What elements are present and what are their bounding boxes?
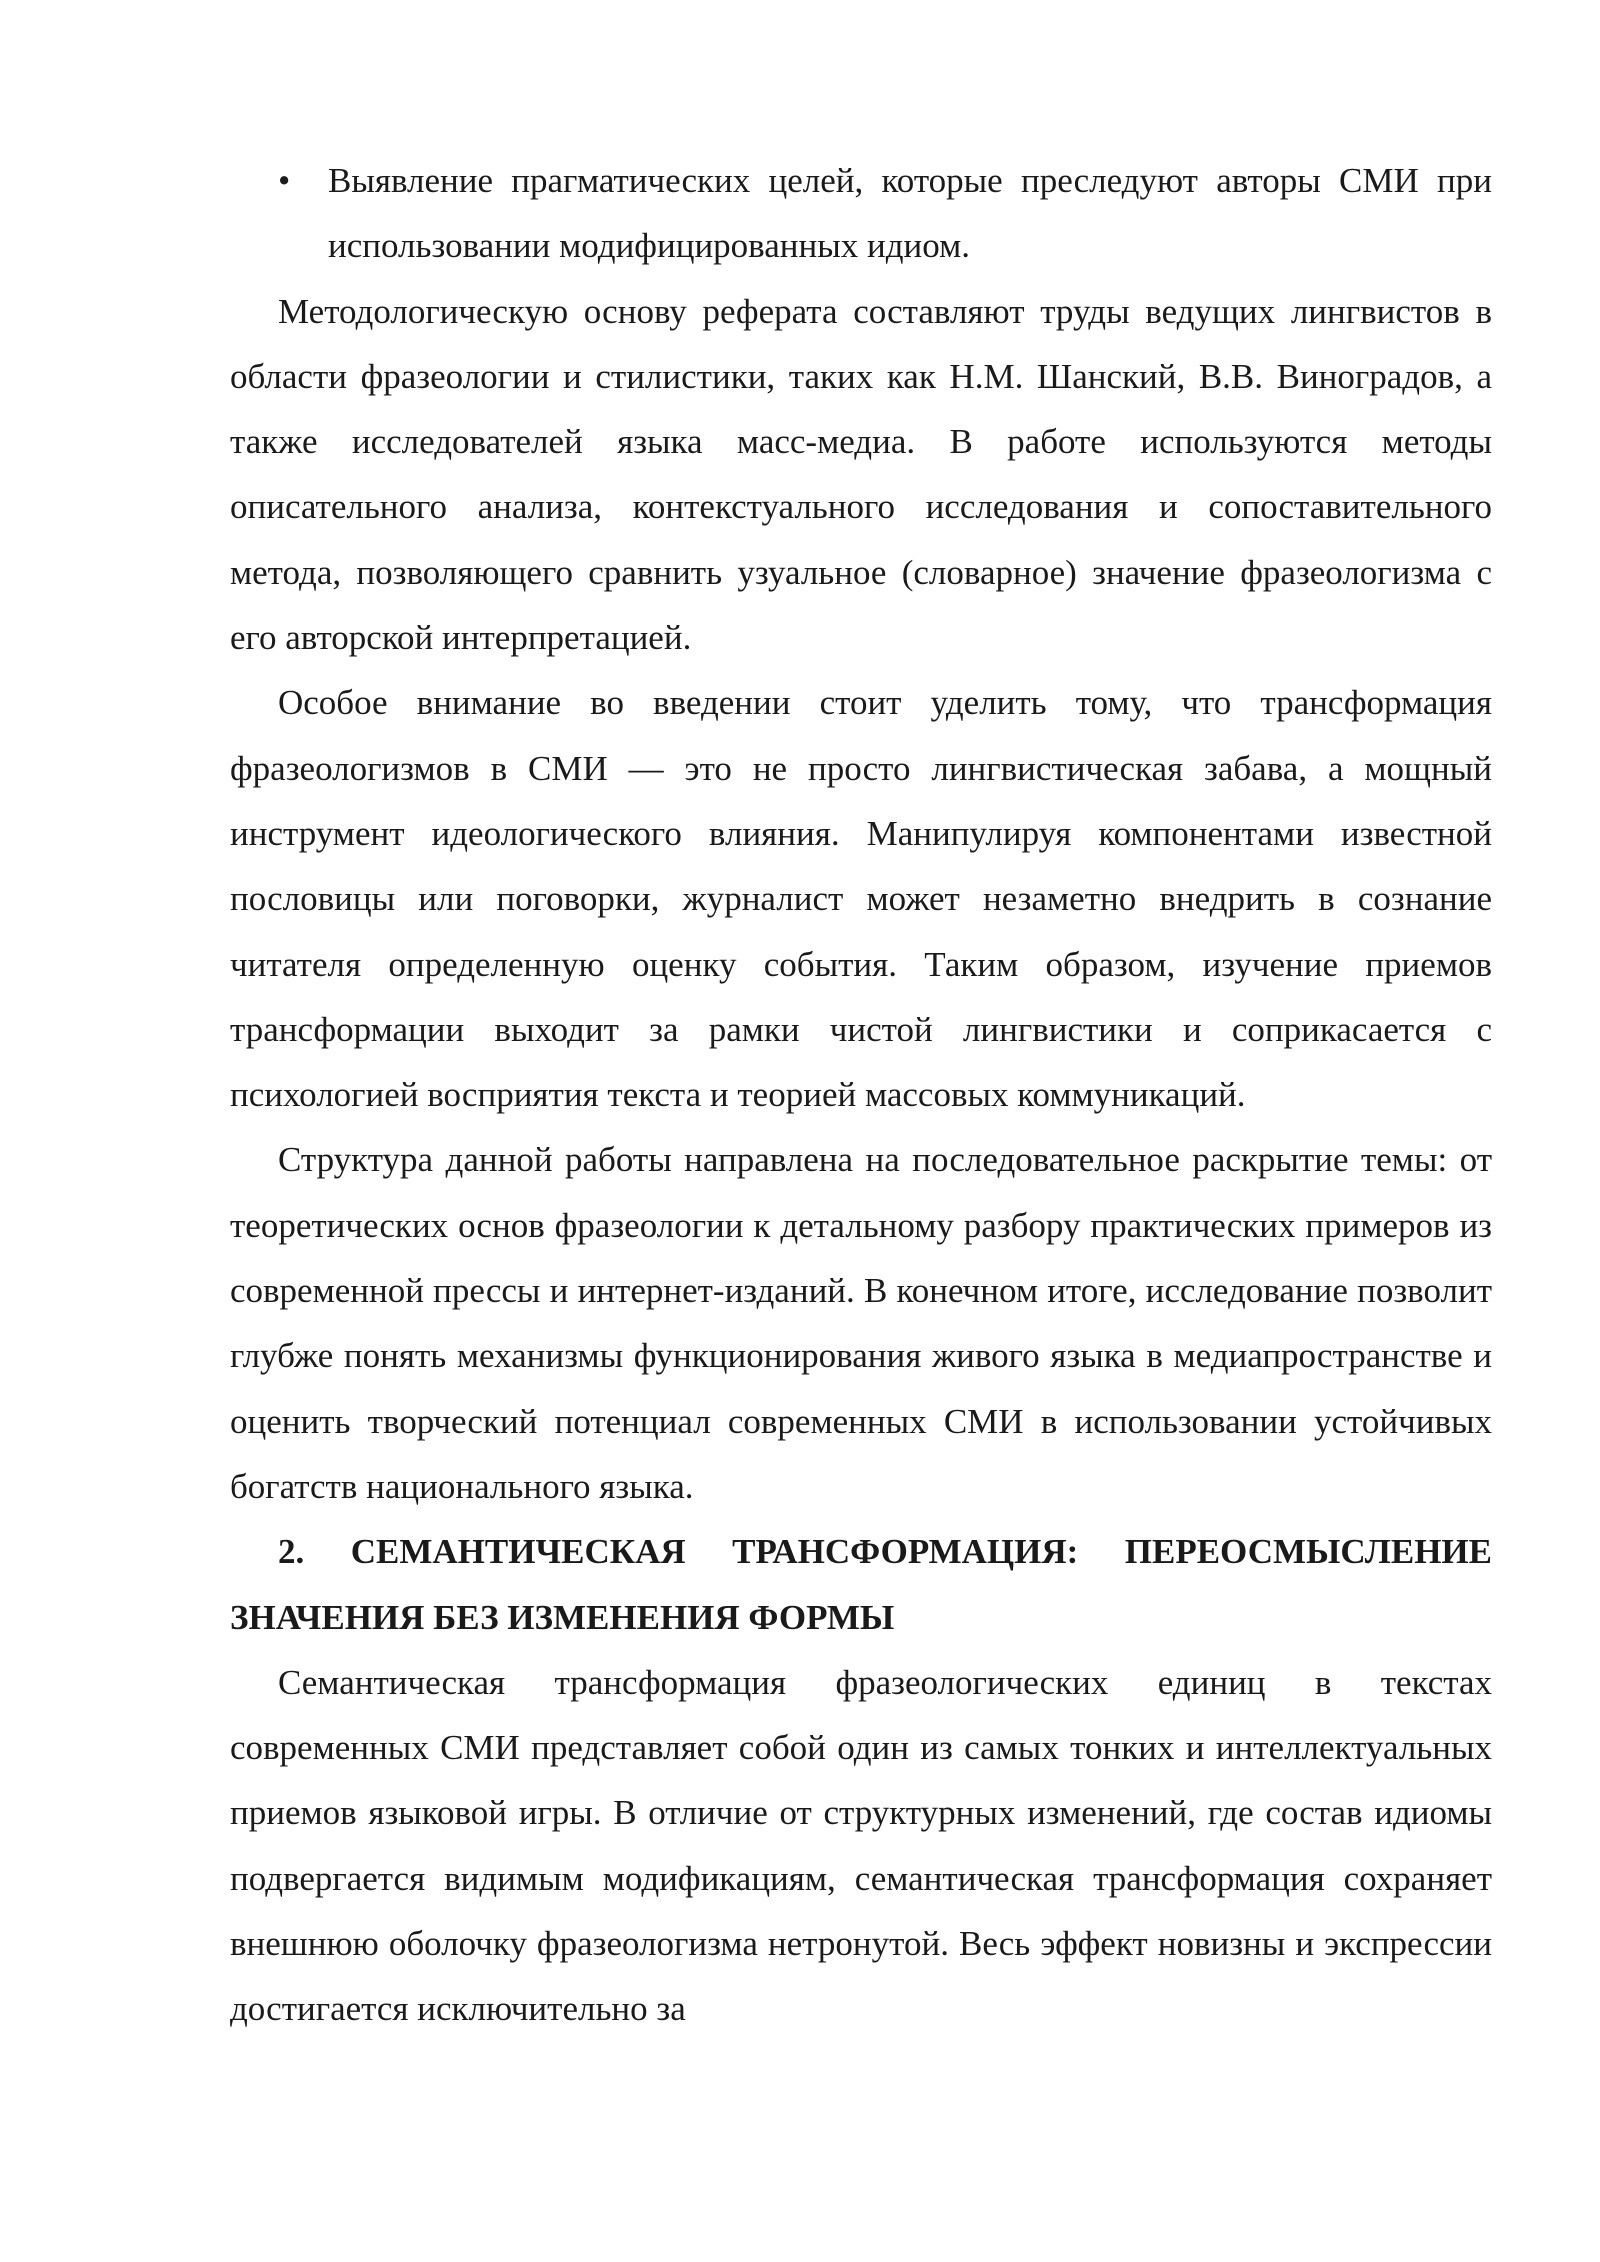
paragraph-methodology: Методологическую основу реферата составляют труды ведущих лингвистов в области фразеологии и стилистики, таких как Н.М. Шанский, В.В. Виноградов, а также исследователей языка масс-медиа. В работе используются методы описательного анализа, контекстуального исследования и сопоставительного метода, позволяющего сравнить узуальное (словарное) значение фразеологизма с его авторской интерпретацией. xyxy=(230,291,1492,658)
paragraph-structure: Структура данной работы направлена на последовательное раскрытие темы: от теоретических основ фразеологии к детальному разбору практических примеров из современной прессы и интернет-изданий. В конечном итоге, исследование позволит глубже понять механизмы функционирования живого языка в медиапространстве и оценить творческий потенциал современных СМИ в использовании устойчивых богатств национального языка. xyxy=(230,1140,1492,1506)
paragraph-attention: Особое внимание во введении стоит уделить тому, что трансформация фразеологизмов в СМИ — это не просто лингвистическая забава, а мощный инструмент идеологического влияния. Манипулируя компонентами известной пословицы или поговорки, журналист может незаметно внедрить в сознание читателя определенную оценку события. Таким образом, изучение приемов трансформации выходит за рамки чистой лингвистики и соприкасается с психологией восприятия текста и теорией массовых коммуникаций. xyxy=(230,683,1492,1115)
page-content xyxy=(230,148,1492,2042)
bullet-list-item xyxy=(230,148,1492,279)
paragraph-semantic-transformation: Семантическая трансформация фразеологических единиц в текстах современных СМИ представляет собой один из самых тонких и интеллектуальных приемов языковой игры. В отличие от структурных изменений, где состав идиомы подвергается видимым модификациям, семантическая трансформация сохраняет внешнюю оболочку фразеологизма нетронутой. Весь эффект новизны и экспрессии достигается исключительно за xyxy=(230,1662,1492,2029)
section-heading: 2. СЕМАНТИЧЕСКАЯ ТРАНСФОРМАЦИЯ: ПЕРЕОСМЫСЛЕНИЕ ЗНАЧЕНИЯ БЕЗ ИЗМЕНЕНИЯ ФОРМЫ xyxy=(230,1532,1492,1637)
bullet-text: Выявление прагматических целей, которые преследуют авторы СМИ при использовании модифицированных идиом. xyxy=(328,161,1492,266)
bullet-marker: • xyxy=(278,161,291,200)
